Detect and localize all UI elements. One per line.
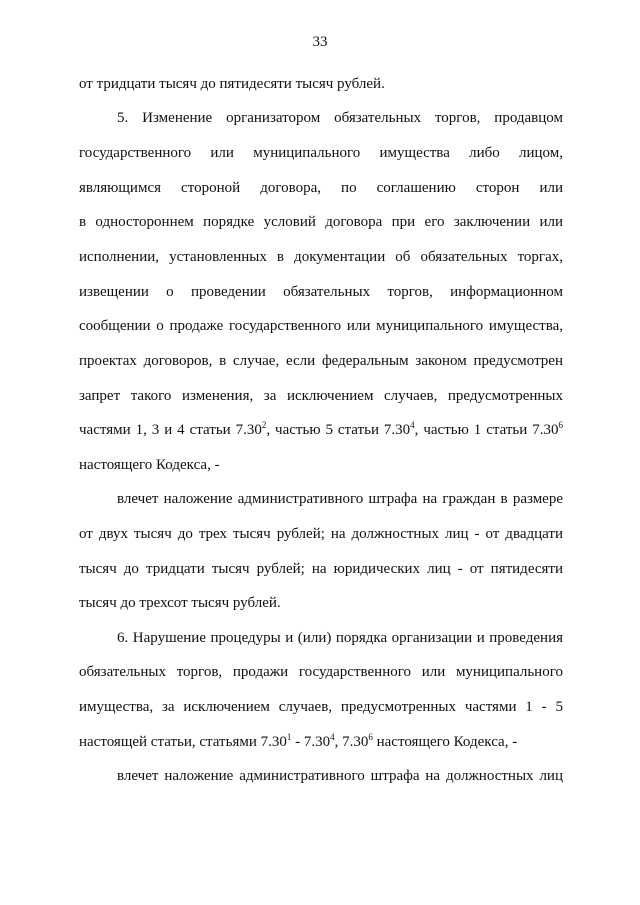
- text-line-references: частями 1, 3 и 4 статьи 7.30$^2$, частью 5 статьи 7.30$^4$, частью 1 статьи 7.30$^6$: [79, 420, 563, 438]
- text-line: запрет такого изменения, за исключением случаев, предусмотренных: [79, 388, 563, 404]
- text-line-references: настоящей статьи, статьями 7.30$^1$ - 7.30$^4$, 7.30$^6$ настоящего Кодекса, -: [79, 732, 518, 750]
- text-line: являющимся стороной договора, по соглашению сторон или: [79, 180, 563, 196]
- text-line: тысяч до трехсот тысяч рублей.: [79, 595, 281, 611]
- paragraph-6-start: 6. Нарушение процедуры и (или) порядка организации и проведения: [117, 630, 563, 646]
- text-line: имущества, за исключением случаев, предусмотренных частями 1 - 5: [79, 699, 563, 715]
- text-line: извещении о проведении обязательных торгов, информационном: [79, 284, 563, 300]
- penalty-paragraph: влечет наложение административного штрафа на граждан в размере: [117, 491, 563, 507]
- text-line: тысяч до тридцати тысяч рублей; на юридических лиц - от пятидесяти: [79, 561, 563, 577]
- text-line: государственного или муниципального имущества либо лицом,: [79, 145, 563, 161]
- page-number: 33: [312, 34, 328, 50]
- text-line: исполнении, установленных в документации об обязательных торгах,: [79, 249, 563, 265]
- text-line: в одностороннем порядке условий договора при его заключении или: [79, 214, 563, 230]
- text-line: от двух тысяч до трех тысяч рублей; на должностных лиц - от двадцати: [79, 526, 563, 542]
- text-line: сообщении о продаже государственного или муниципального имущества,: [79, 318, 563, 334]
- text-line: от тридцати тысяч до пятидесяти тысяч рублей.: [79, 76, 385, 92]
- text-line: настоящего Кодекса, -: [79, 457, 220, 473]
- text-line: проектах договоров, в случае, если федеральным законом предусмотрен: [79, 353, 563, 369]
- penalty-paragraph: влечет наложение административного штрафа на должностных лиц: [117, 768, 563, 784]
- text-line: обязательных торгов, продажи государственного или муниципального: [79, 664, 563, 680]
- paragraph-5-start: 5. Изменение организатором обязательных торгов, продавцом: [117, 110, 563, 126]
